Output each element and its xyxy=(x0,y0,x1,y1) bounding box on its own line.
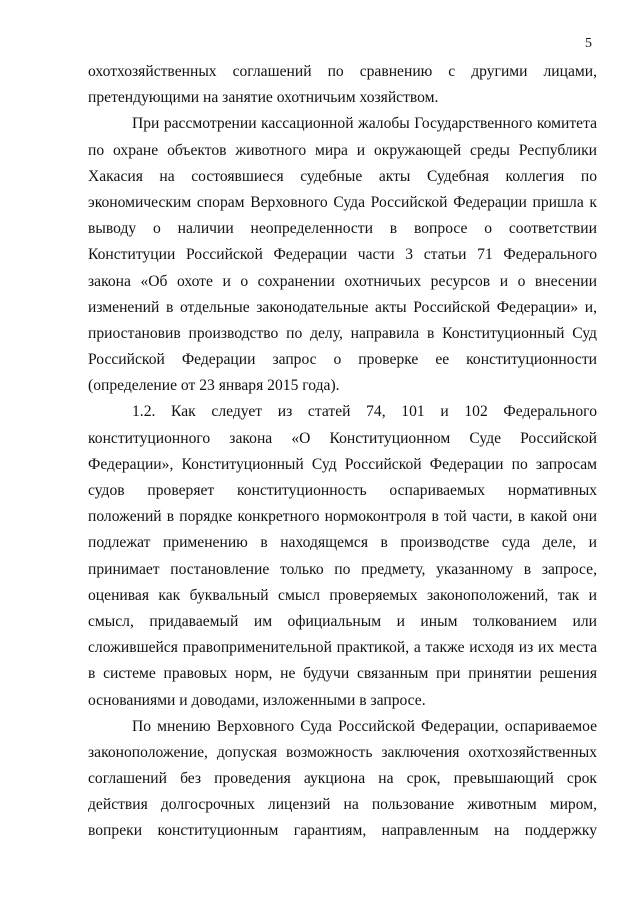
paragraph xyxy=(88,714,597,845)
document-body xyxy=(88,59,597,845)
text-line: закона «Об охоте и о сохранении охотничьих ресурсов и о внесении xyxy=(88,272,597,290)
text-line: оценивая как буквальный смысл проверяемых законоположений, так и xyxy=(88,586,597,604)
text-line: соглашений без проведения аукциона на срок, превышающий срок xyxy=(88,770,597,788)
text-line: конституционного закона «О Конституционном Суде Российской xyxy=(88,429,597,447)
text-line: (определение от 23 января 2015 года). xyxy=(88,377,340,395)
text-line: приостановив производство по делу, направила в Конституционный Суд xyxy=(88,324,597,342)
text-line: вопреки конституционным гарантиям, направленным на поддержку xyxy=(88,822,597,840)
text-line: По мнению Верховного Суда Российской Федерации, оспариваемое xyxy=(132,717,597,735)
text-line: подлежат применению в находящемся в производстве суда деле, и xyxy=(88,534,597,552)
text-line: претендующими на занятие охотничьим хозяйством. xyxy=(88,89,439,107)
page-number: 5 xyxy=(585,36,592,51)
paragraph xyxy=(88,111,597,399)
text-line: выводу о наличии неопределенности в вопросе о соответствии xyxy=(88,220,597,238)
text-line: экономическим спорам Верховного Суда Российской Федерации пришла к xyxy=(88,193,597,211)
text-line: Конституции Российской Федерации части 3 статьи 71 Федерального xyxy=(88,246,597,264)
text-line: 1.2. Как следует из статей 74, 101 и 102 Федерального xyxy=(132,403,597,421)
text-line: При рассмотрении кассационной жалобы Государственного комитета xyxy=(132,115,597,133)
text-line: законоположение, допуская возможность заключения охотхозяйственных xyxy=(88,743,597,761)
text-line: смысл, придаваемый им официальным и иным толкованием или xyxy=(88,612,597,630)
text-line: Хакасия на состоявшиеся судебные акты Судебная коллегия по xyxy=(88,167,597,185)
text-line: изменений в отдельные законодательные акты Российской Федерации» и, xyxy=(88,298,597,316)
paragraph xyxy=(88,59,597,111)
text-line: в системе правовых норм, не будучи связанным при принятии решения xyxy=(88,665,597,683)
text-line: сложившейся правоприменительной практикой, а также исходя из их места xyxy=(88,639,597,657)
text-line: охотхозяйственных соглашений по сравнению с другими лицами, xyxy=(88,63,597,80)
text-line: действия долгосрочных лицензий на пользование животным миром, xyxy=(88,796,597,814)
text-line: положений в порядке конкретного нормоконтроля в той части, в какой они xyxy=(88,508,597,526)
text-line: по охране объектов животного мира и окружающей среды Республики xyxy=(88,141,597,159)
text-line: Российской Федерации запрос о проверке ее конституционности xyxy=(88,351,597,369)
text-line: принимает постановление только по предмету, указанному в запросе, xyxy=(88,560,597,578)
text-line: основаниями и доводами, изложенными в запросе. xyxy=(88,691,426,709)
text-line: судов проверяет конституционность оспариваемых нормативных xyxy=(88,482,597,499)
paragraph xyxy=(88,399,597,713)
text-line: Федерации», Конституционный Суд Российской Федерации по запросам xyxy=(88,455,597,473)
